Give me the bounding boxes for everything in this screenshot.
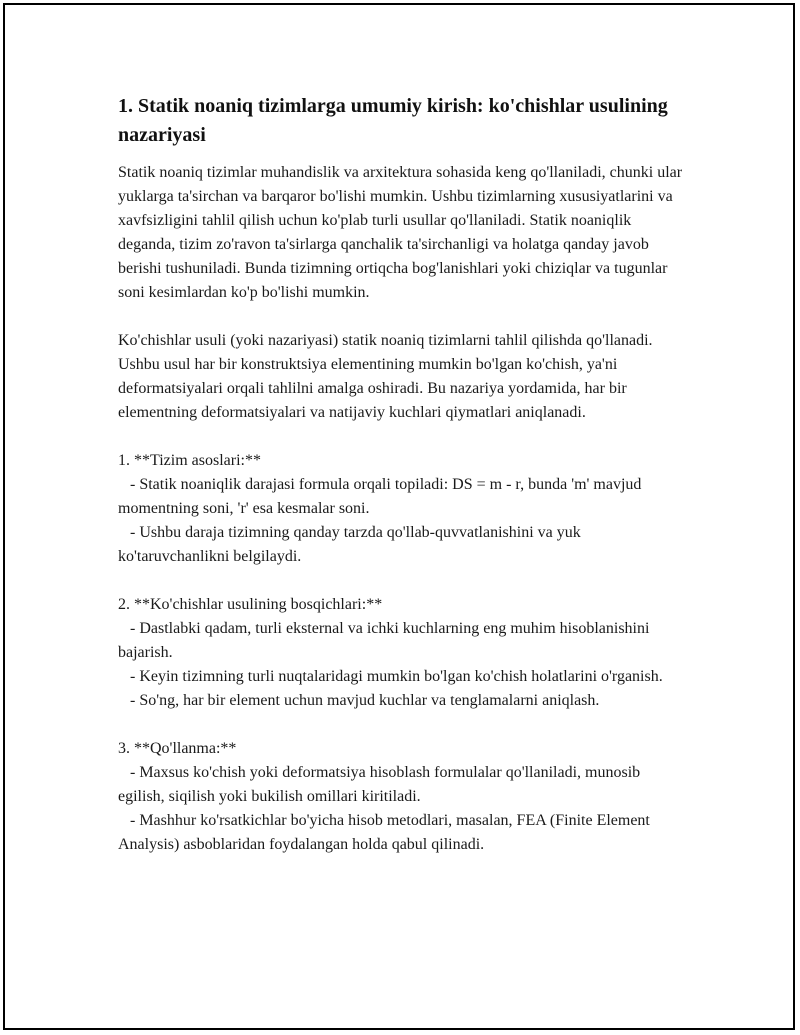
section-method-steps [118, 593, 690, 713]
list-item: - Keyin tizimning turli nuqtalaridagi mumkin bo'lgan ko'chish holatlarini o'rganish. [130, 668, 663, 685]
document-body [118, 92, 690, 881]
intro-paragraph: Statik noaniq tizimlar muhandislik va arxitektura sohasida keng qo'llaniladi, chunki ular yuklarga ta'sirchan va barqaror bo'lishi mumkin. Ushbu tizimlarning xususiyatlarini va xavfsizligini tahlil qilish uchun ko'plab turli usullar qo'llaniladi. Statik noaniqlik deganda, tizim zo'ravon ta'sirlarga qanchalik ta'sirchanligi va holatga qanday javob berishi tushuniladi. Bunda tizimning ortiqcha bog'lanishlari yoki chiziqlar va tugunlar soni kesimlardan ko'p bo'lishi mumkin. [118, 164, 683, 301]
section-heading: 2. **Ko'chishlar usulining bosqichlari:** [118, 596, 383, 613]
section-guide [118, 737, 690, 857]
section-heading: 1. **Tizim asoslari:** [118, 452, 261, 469]
document-title: 1. Statik noaniq tizimlarga umumiy kirish: ko'chishlar usulining nazariyasi [118, 95, 668, 146]
list-item: - Mashhur ko'rsatkichlar bo'yicha hisob metodlari, masalan, FEA (Finite Element Analysis) asboblaridan foydalangan holda qabul qilinadi. [118, 812, 650, 853]
list-item: - Maxsus ko'chish yoki deformatsiya hisoblash formulalar qo'llaniladi, munosib egilish, siqilish yoki bukilish omillari kiritiladi. [118, 764, 641, 805]
section-system-basics [118, 449, 690, 569]
list-item: - Statik noaniqlik darajasi formula orqali topiladi: DS = m - r, bunda 'm' mavjud momentning soni, 'r' esa kesmalar soni. [118, 476, 642, 517]
section-heading: 3. **Qo'llanma:** [118, 740, 237, 757]
list-item: - Ushbu daraja tizimning qanday tarzda qo'llab-quvvatlanishini va yuk ko'taruvchanlikni belgilaydi. [118, 524, 581, 565]
list-item: - So'ng, har bir element uchun mavjud kuchlar va tenglamalarni aniqlash. [130, 692, 600, 709]
list-item: - Dastlabki qadam, turli eksternal va ichki kuchlarning eng muhim hisoblanishini bajarish. [118, 620, 650, 661]
method-paragraph: Ko'chishlar usuli (yoki nazariyasi) statik noaniq tizimlarni tahlil qilishda qo'llanadi. Ushbu usul har bir konstruktsiya elementining mumkin bo'lgan ko'chish, ya'ni deformatsiyalari orqali tahlilni amalga oshiradi. Bu nazariya yordamida, har bir elementning deformatsiyalari va natijaviy kuchlari qiymatlari aniqlanadi. [118, 332, 653, 421]
